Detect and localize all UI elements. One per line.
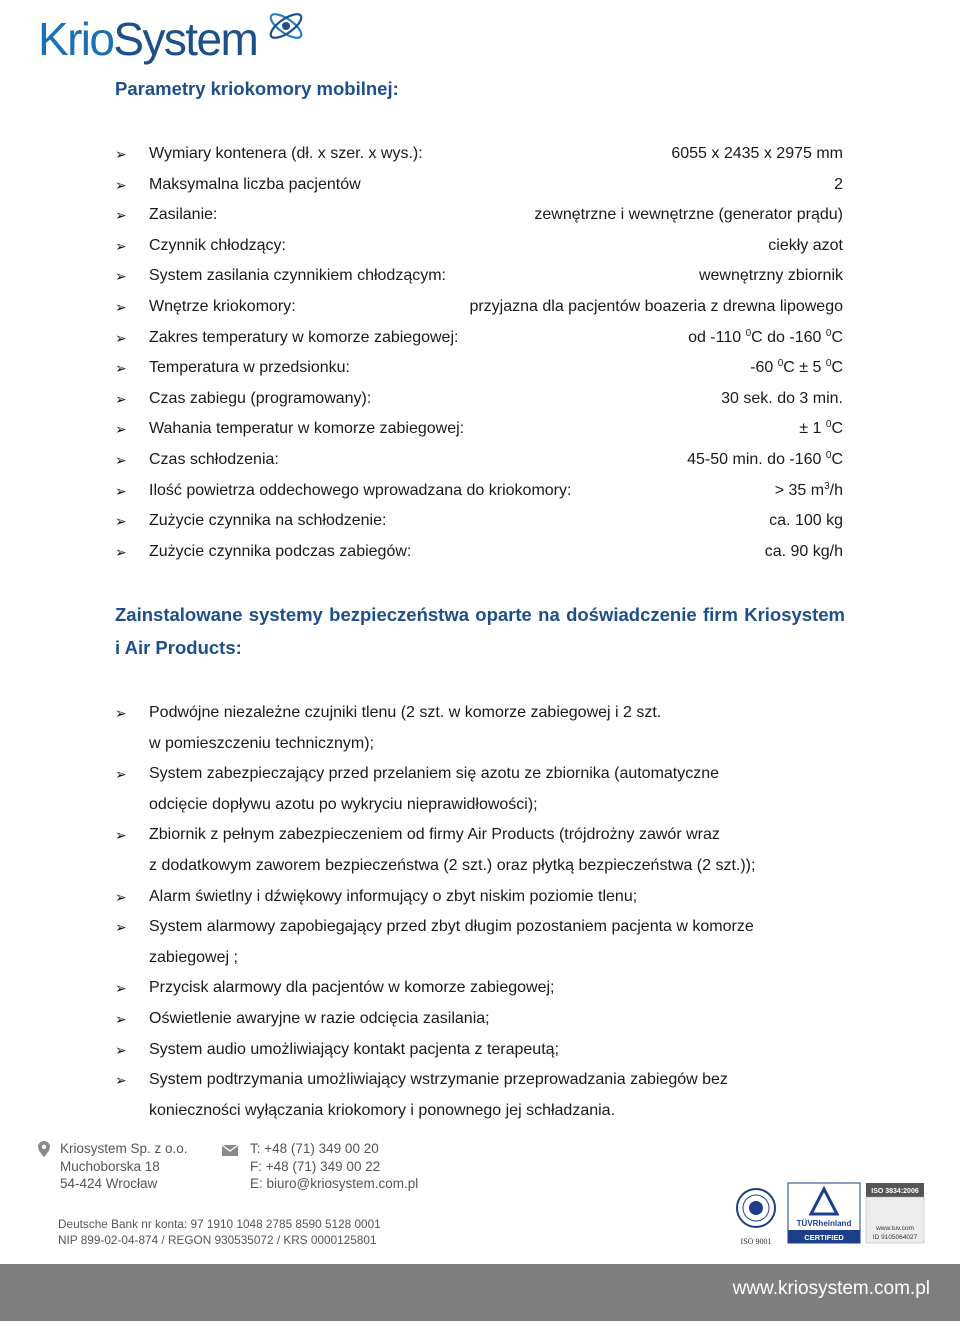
tuv-label: TÜVRheinland bbox=[796, 1219, 852, 1228]
arrow-bullet-icon: ➢ bbox=[115, 421, 127, 438]
location-pin-icon bbox=[38, 1141, 50, 1157]
safety-item-line: Podwójne niezależne czujniki tlenu (2 szt. w komorze zabiegowej i 2 szt. bbox=[149, 704, 662, 721]
safety-item bbox=[115, 759, 845, 820]
safety-item-line: w pomieszczeniu technicznym); bbox=[149, 734, 374, 752]
param-label: Ilość powietrza oddechowego wprowadzana do kriokomory: bbox=[149, 481, 572, 499]
param-value: ca. 90 kg/h bbox=[764, 542, 843, 560]
tuv-certified-label: CERTIFIED bbox=[804, 1233, 844, 1242]
safety-item-line: Zbiornik z pełnym zabezpieczeniem od firmy Air Products (trójdrożny zawór wraz bbox=[149, 826, 720, 844]
param-value: ciekły azot bbox=[768, 236, 843, 254]
param-row bbox=[115, 139, 845, 170]
safety-item bbox=[115, 1004, 845, 1035]
iso3834-badge-icon bbox=[866, 1183, 924, 1243]
param-value: 6055 x 2435 x 2975 mm bbox=[671, 145, 843, 162]
arrow-bullet-icon: ➢ bbox=[115, 1010, 127, 1027]
arrow-bullet-icon: ➢ bbox=[115, 766, 127, 783]
arrow-bullet-icon: ➢ bbox=[115, 705, 127, 721]
footer bbox=[0, 1130, 960, 1321]
param-label: Zakres temperatury w komorze zabiegowej: bbox=[149, 328, 459, 346]
param-label: Czynnik chłodzący: bbox=[149, 236, 286, 254]
arrow-bullet-icon: ➢ bbox=[115, 1072, 127, 1089]
safety-item bbox=[115, 820, 845, 881]
company-logo bbox=[38, 4, 300, 70]
safety-item-line: System podtrzymania umożliwiający wstrzymanie przeprowadzania zabiegów bez bbox=[149, 1071, 728, 1089]
param-value: zewnętrzne i wewnętrzne (generator prądu) bbox=[534, 206, 843, 224]
param-row bbox=[115, 414, 845, 445]
safety-item-line: Przycisk alarmowy dla pacjentów w komorze zabiegowej; bbox=[149, 979, 555, 997]
param-row bbox=[115, 445, 845, 476]
atom-icon bbox=[264, 4, 308, 48]
footer-bank-info bbox=[58, 1216, 381, 1248]
iso3834-label: ISO 3834:2006 bbox=[871, 1188, 919, 1195]
iso9001-label: ISO 9001 bbox=[740, 1237, 772, 1246]
param-label: System zasilania czynnikiem chłodzącym: bbox=[149, 267, 446, 285]
param-row bbox=[115, 537, 845, 568]
arrow-bullet-icon: ➢ bbox=[115, 268, 127, 285]
footer-registry: NIP 899-02-04-874 / REGON 930535072 / KRS 0000125801 bbox=[58, 1233, 377, 1247]
arrow-bullet-icon: ➢ bbox=[115, 207, 127, 224]
param-value: ± 1 $^0$C bbox=[799, 419, 843, 438]
safety-item-line: System zabezpieczający przed przelaniem się azotu ze zbiornika (automatyczne bbox=[149, 765, 720, 783]
safety-title: Zainstalowane systemy bezpieczeństwa oparte na doświadczenie firm Kriosystem i Air Products: bbox=[115, 604, 845, 658]
footer-phone: T: +48 (71) 349 00 20 bbox=[250, 1141, 379, 1156]
param-row bbox=[115, 200, 845, 231]
param-label: Czas schłodzenia: bbox=[149, 450, 279, 468]
param-label: Czas zabiegu (programowany): bbox=[149, 389, 372, 407]
safety-item-line: konieczności wyłączania kriokomory i ponownego jej schładzania. bbox=[149, 1101, 616, 1119]
param-row bbox=[115, 231, 845, 262]
safety-item bbox=[115, 1065, 845, 1126]
param-value: 2 bbox=[834, 175, 843, 193]
footer-band bbox=[0, 1264, 960, 1321]
arrow-bullet-icon: ➢ bbox=[115, 390, 127, 407]
param-label: Wnętrze kriokomory: bbox=[149, 297, 296, 315]
param-row bbox=[115, 384, 845, 415]
param-value: > 35 $m^3/h$ bbox=[774, 480, 843, 499]
param-value: wewnętrzny zbiornik bbox=[698, 267, 843, 285]
arrow-bullet-icon: ➢ bbox=[115, 888, 127, 905]
arrow-bullet-icon: ➢ bbox=[115, 513, 127, 530]
arrow-bullet-icon: ➢ bbox=[115, 980, 127, 997]
tuv-badge-icon bbox=[788, 1183, 860, 1243]
arrow-bullet-icon: ➢ bbox=[115, 543, 127, 560]
arrow-bullet-icon: ➢ bbox=[115, 827, 127, 844]
param-value: 45-50 min. do -160 $^0$C bbox=[687, 449, 843, 468]
footer-address bbox=[38, 1140, 188, 1193]
footer-city: 54-424 Wrocław bbox=[60, 1176, 158, 1191]
iso9001-seal-icon bbox=[737, 1189, 775, 1246]
footer-company: Kriosystem Sp. z o.o. bbox=[60, 1141, 188, 1156]
arrow-bullet-icon: ➢ bbox=[115, 298, 127, 315]
arrow-bullet-icon: ➢ bbox=[115, 329, 127, 346]
logo-text: KrioSystem bbox=[38, 13, 258, 65]
param-value: przyjazna dla pacjentów boazeria z drewna lipowego bbox=[469, 297, 843, 315]
param-value: ca. 100 kg bbox=[769, 512, 843, 530]
footer-email[interactable]: E: biuro@kriosystem.com.pl bbox=[250, 1176, 419, 1191]
safety-item-line: odcięcie dopływu azotu po wykryciu nieprawidłowości); bbox=[149, 795, 538, 813]
params-list bbox=[115, 139, 845, 567]
cert-id-label: ID 9105064027 bbox=[872, 1234, 918, 1241]
arrow-bullet-icon: ➢ bbox=[115, 360, 127, 377]
arrow-bullet-icon: ➢ bbox=[115, 482, 127, 499]
safety-item-line: zabiegowej ; bbox=[149, 948, 238, 966]
footer-street: Muchoborska 18 bbox=[60, 1158, 160, 1174]
param-value: od -110 $^0$C do -160 $^0$C bbox=[688, 327, 843, 346]
arrow-bullet-icon: ➢ bbox=[115, 237, 127, 254]
safety-item-line: System alarmowy zapobiegający przed zbyt długim pozostaniem pacjenta w komorze bbox=[149, 918, 754, 936]
safety-item-line: System audio umożliwiający kontakt pacjenta z terapeutą; bbox=[149, 1040, 559, 1058]
param-row bbox=[115, 292, 845, 323]
safety-item-line: z dodatkowym zaworem bezpieczeństwa (2 szt.) oraz płytką bezpieczeństwa (2 szt.)); bbox=[149, 856, 756, 874]
tuv-url-label: www.tuv.com bbox=[876, 1225, 914, 1232]
arrow-bullet-icon: ➢ bbox=[115, 1041, 127, 1058]
envelope-icon bbox=[222, 1145, 238, 1156]
arrow-bullet-icon: ➢ bbox=[115, 919, 127, 936]
param-label: Temperatura w przedsionku: bbox=[149, 359, 350, 377]
param-row bbox=[115, 170, 845, 201]
safety-item-line: Oświetlenie awaryjne w razie odcięcia zasilania; bbox=[149, 1009, 490, 1027]
param-value: -60 $^0$C ± 5 $^0$C bbox=[750, 358, 843, 377]
param-row bbox=[115, 323, 845, 354]
param-row bbox=[115, 506, 845, 537]
footer-website[interactable]: www.kriosystem.com.pl bbox=[732, 1278, 930, 1299]
safety-item-line: Alarm świetlny i dźwiękowy informujący o zbyt niskim poziomie tlenu; bbox=[149, 887, 638, 905]
footer-fax: F: +48 (71) 349 00 22 bbox=[250, 1158, 381, 1174]
param-row bbox=[115, 261, 845, 292]
param-label: Maksymalna liczba pacjentów bbox=[149, 175, 361, 193]
param-label: Wymiary kontenera (dł. x szer. x wys.): bbox=[149, 145, 423, 162]
arrow-bullet-icon: ➢ bbox=[115, 146, 127, 162]
param-label: Zużycie czynnika podczas zabiegów: bbox=[149, 542, 412, 560]
safety-item bbox=[115, 973, 845, 1004]
safety-item bbox=[115, 912, 845, 973]
safety-item bbox=[115, 698, 845, 759]
certification-badges bbox=[736, 1180, 926, 1252]
safety-item bbox=[115, 1035, 845, 1066]
params-title: Parametry kriokomory mobilnej: bbox=[115, 78, 399, 99]
arrow-bullet-icon: ➢ bbox=[115, 176, 127, 193]
param-value: 30 sek. do 3 min. bbox=[721, 389, 843, 407]
param-row bbox=[115, 476, 845, 507]
footer-contact bbox=[222, 1140, 418, 1193]
arrow-bullet-icon: ➢ bbox=[115, 451, 127, 468]
footer-bank-account: Deutsche Bank nr konta: 97 1910 1048 2785 8590 5128 0001 bbox=[58, 1217, 381, 1231]
param-label: Wahania temperatur w komorze zabiegowej: bbox=[149, 420, 465, 438]
safety-item bbox=[115, 882, 845, 913]
param-label: Zużycie czynnika na schłodzenie: bbox=[149, 512, 387, 530]
param-label: Zasilanie: bbox=[149, 206, 218, 224]
param-row bbox=[115, 353, 845, 384]
safety-list bbox=[115, 698, 845, 1126]
